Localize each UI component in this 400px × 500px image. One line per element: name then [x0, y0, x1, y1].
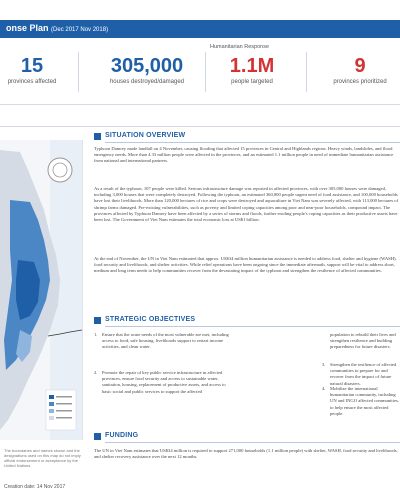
- objective-text: Mobilize the international humanitarian community, including UN and INGO affected communities, to help ensure the most affected people.: [330, 386, 399, 416]
- stat-provinces-affected: [2, 56, 62, 85]
- stat-label: houses destroyed/damaged: [109, 79, 185, 85]
- stat-houses-damaged: [92, 56, 202, 85]
- stat-people-targeted: [212, 56, 292, 85]
- objective-item: [94, 332, 234, 358]
- funding-paragraph: The UN in Viet Nam estimates that US$34 million is required to support 271,000 households (1.1 million people) with shelter, WASH, food security and livelihoods, and shelter recovery assistance over the next 12 months.: [94, 448, 398, 460]
- divider: [0, 104, 400, 105]
- section-marker-icon: [94, 317, 101, 324]
- map-caption: The boundaries and names shown and the designations used on this map do not imply official endorsement or acceptance by the United Nations.: [4, 448, 81, 468]
- section-marker-icon: [94, 133, 101, 140]
- situation-paragraph-3: At the end of November, the UN in Viet Nam estimated that approx. US$34 million humanitarian assistance is needed to address food, shelter and hygiene (WASH), food security and livelihoods, and shelter activities. While relief operations have been ongoing since the immediate aftermath, support will be vital to address short, medium and long term needs to help communities recover from the devastating impact of the typhoon and strengthen the resilience of affected communities.: [94, 256, 397, 274]
- section-marker-icon: [94, 433, 101, 440]
- page-title: [6, 23, 108, 33]
- objective-item: [322, 386, 400, 416]
- header-banner: [0, 20, 400, 38]
- objective-number: 1.: [94, 332, 98, 337]
- objective-text: Strengthen the resilience of affected communities to prepare for and recover from the impact of future natural disasters.: [330, 362, 397, 386]
- section-title: FUNDING: [105, 432, 139, 439]
- objective-text: Promote the repair of key public service infrastructure in affected provinces, ensure food security and access to sustainable water, sanitation, housing, replacement of productive assets, and access to basic social and public services to support the affected: [102, 370, 226, 394]
- stat-value: 305,000: [110, 55, 184, 77]
- stat-value: 9: [354, 55, 366, 77]
- objective-item: [322, 332, 400, 356]
- objective-number: 2.: [94, 370, 98, 375]
- stat-value: 1.1M: [229, 55, 275, 77]
- situation-paragraph-1: Typhoon Damrey made landfall on 4 November, causing flooding that affected 15 provinces in Central and Highlands regions. Heavy winds, landslides, and flood emergency needs. More than 4.33 million people were affected in the provinces, and an estimated 1.1 million people in need of immediate humanitarian assistance from national and international partners.: [94, 146, 394, 164]
- situation-paragraph-2: As a result of the typhoon, 107 people were killed. Serious infrastructure damage was reported in affected provinces, with over 305,000 houses were damaged, including 3,000 houses that were completely destroyed. Following the typhoon, an estimated 360,000 people urgent need of food assistance, and 100,000 households have lost their livelihoods. More than 120,000 hectares of rice and crops were destroyed and aquaculture in Viet Nam was severely affected, with 113,000 hectares of shrimp farms damaged. Pre-existing vulnerabilities, such as poverty and limited coping capacities among poor and near-poor households, compound impact. The provinces affected by Typhoon Damrey have been affected by a series of storms and floods, further eroding people's coping capacities as their productive assets have been lost. The Government of Viet Nam estimates the total economic loss at US$1 billion.: [94, 186, 399, 223]
- un-emblem-icon: [48, 158, 72, 182]
- stat-label: people targeted: [231, 79, 273, 85]
- divider: [78, 52, 79, 92]
- map-panel: [0, 140, 83, 440]
- section-title: STRATEGIC OBJECTIVES: [105, 316, 196, 323]
- divider: [306, 52, 307, 92]
- objective-number: 4.: [322, 386, 326, 391]
- divider: [105, 326, 400, 327]
- section-title: SITUATION OVERVIEW: [105, 132, 186, 139]
- objective-text: population to rebuild their lives and strengthen resilience and building preparedness for future disasters.: [330, 332, 396, 350]
- objective-text: Ensure that the acute needs of the most vulnerable are met, including access to food, safe housing, livelihoods support to restart income activities, and clean water.: [102, 332, 229, 350]
- divider: [105, 142, 400, 143]
- divider: [0, 126, 400, 127]
- creation-date: Creation date: 14 Nov 2017: [4, 484, 66, 490]
- objective-item: [94, 370, 234, 414]
- stat-value: 15: [20, 55, 44, 77]
- objective-item: [322, 362, 400, 386]
- divider: [105, 442, 400, 443]
- vietnam-map: [0, 140, 82, 440]
- humanitarian-response-label: Humanitarian Response: [210, 44, 270, 50]
- title-dates: (Dec 2017 Nov 2018): [51, 27, 109, 33]
- title-text: onse Plan: [6, 23, 49, 33]
- stat-provinces-prioritized: [320, 56, 400, 85]
- objective-number: 3.: [322, 362, 326, 367]
- stat-label: provinces affected: [7, 79, 57, 85]
- divider: [205, 52, 206, 92]
- stat-label: provinces prioritized: [333, 79, 387, 85]
